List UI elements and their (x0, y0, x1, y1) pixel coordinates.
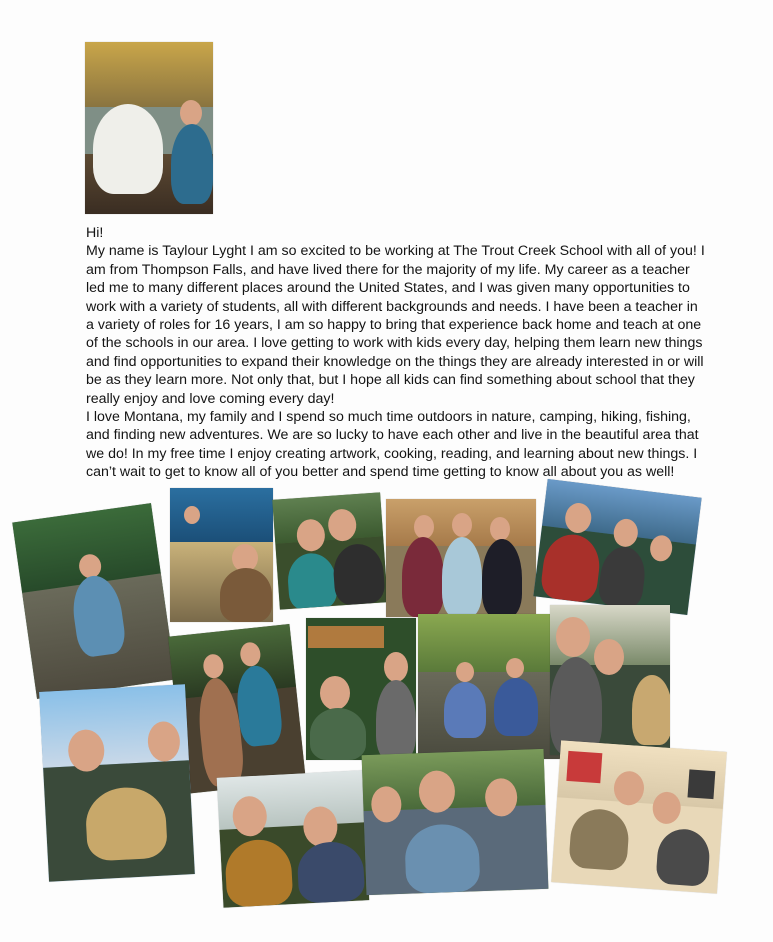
collage-photo-graduation (386, 499, 536, 617)
hobbies-paragraph: I love Montana, my family and I spend so much time outdoors in nature, camping, hiking, fishing, and finding new adventures. We are so lucky to have each other and live in the beautiful area that we do! In my free time I enjoy creating artwork, cooking, reading, and learning about new things. I can’t wait to get to know all of you better and spend time getting to know all about you as well! (86, 409, 699, 481)
greeting: Hi! (86, 225, 104, 241)
portrait-photo-with-dog (85, 42, 213, 214)
letter-text (86, 224, 706, 482)
collage-photo-kayak (170, 488, 273, 622)
collage-photo-couple-with-dog (550, 605, 670, 755)
collage-photo-trailhead-sign (306, 618, 416, 760)
collage-photo-selfie-golden-dog (39, 684, 195, 881)
collage-photo-winter-couple (217, 770, 370, 907)
collage-photo-hiker-forest (12, 503, 175, 699)
collage-photo-three-women (533, 479, 701, 615)
collage-photo-three-selfie (362, 749, 549, 895)
collage-photo-couple-selfie (272, 492, 387, 609)
intro-paragraph: My name is Taylour Lyght I am so excited to be working at The Trout Creek School with all of you! I am from Thompson Falls, and have lived there for the majority of my life. My career as a teacher led me to many different places around the United States, and I was given many opportunities to work with a variety of students, all with different backgrounds and needs. I have been a teacher in a variety of roles for 16 years, I am so happy to bring that experience back home and teach at one of the schools in our area. I love getting to work with kids every day, helping them learn new things and find opportunities to expand their knowledge on the things they are already interested in or will be as they learn more. Not only that, but I hope all kids can find something about school that they really enjoy and love coming every day! (86, 243, 705, 407)
collage-photo-women-with-cats (551, 740, 727, 893)
collage-photo-camp-chairs (418, 614, 560, 759)
